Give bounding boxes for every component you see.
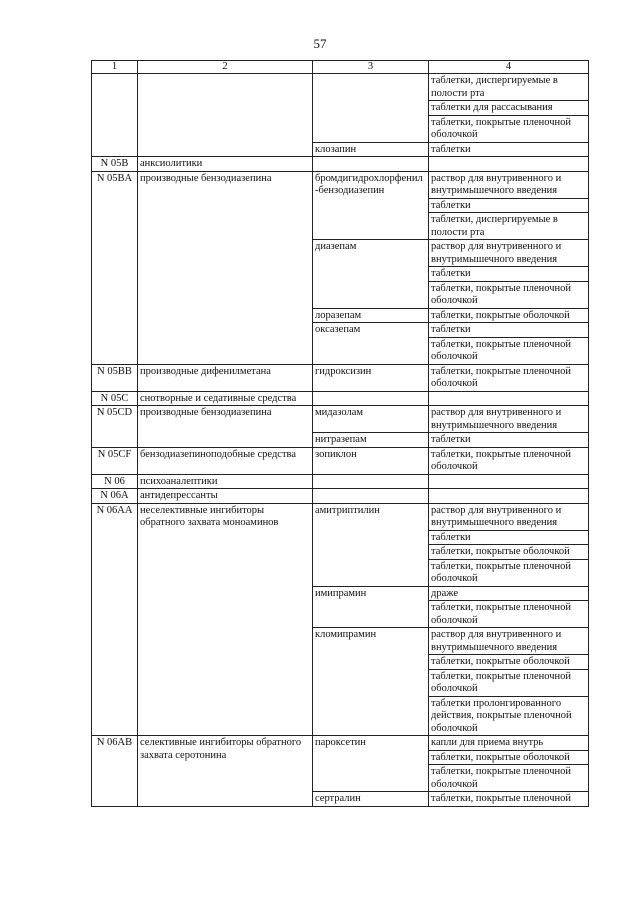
- page-number: 57: [313, 36, 327, 51]
- table-row: [92, 364, 589, 391]
- table-header-row: [92, 61, 589, 74]
- table-row: [92, 391, 589, 406]
- drug-name-cell: мидазолам: [313, 406, 429, 433]
- dosage-form-cell: таблетки, покрытые оболочкой: [429, 308, 589, 323]
- group-name-cell: анксиолитики: [138, 157, 313, 172]
- dosage-form-cell: таблетки, покрытые пленочной: [429, 792, 589, 807]
- dosage-form-cell: таблетки, покрытые пленочной оболочкой: [429, 364, 589, 391]
- dosage-form-cell: таблетки, покрытые пленочной оболочкой: [429, 601, 589, 628]
- table-body: [92, 74, 589, 807]
- drug-name-cell: имипрамин: [313, 586, 429, 628]
- column-header-3: 3: [313, 61, 429, 74]
- group-name-cell: снотворные и седативные средства: [138, 391, 313, 406]
- dosage-form-cell: [429, 391, 589, 406]
- dosage-form-cell: раствор для внутривенного и внутримышечного введения: [429, 406, 589, 433]
- group-name-cell: производные бензодиазепина: [138, 171, 313, 364]
- drug-name-cell: нитразепам: [313, 433, 429, 448]
- group-name-cell: неселективные ингибиторы обратного захвата моноаминов: [138, 503, 313, 736]
- atc-code-cell: N 05CF: [92, 447, 138, 474]
- drug-name-cell: [313, 157, 429, 172]
- dosage-form-cell: таблетки, покрытые пленочной оболочкой: [429, 337, 589, 364]
- dosage-form-cell: таблетки, покрытые пленочной оболочкой: [429, 765, 589, 792]
- dosage-form-cell: раствор для внутривенного и внутримышечного введения: [429, 171, 589, 198]
- group-name-cell: производные дифенилметана: [138, 364, 313, 391]
- drug-name-cell: [313, 74, 429, 143]
- dosage-form-cell: раствор для внутривенного и внутримышечного введения: [429, 240, 589, 267]
- atc-code-cell: [92, 74, 138, 157]
- atc-code-cell: N 06: [92, 474, 138, 489]
- table-row: [92, 447, 589, 474]
- drug-name-cell: [313, 489, 429, 504]
- table-row: [92, 474, 589, 489]
- dosage-form-cell: таблетки: [429, 198, 589, 213]
- dosage-form-cell: таблетки, покрытые пленочной оболочкой: [429, 669, 589, 696]
- dosage-form-cell: таблетки, покрытые пленочной оболочкой: [429, 281, 589, 308]
- drug-table: [91, 60, 589, 807]
- table-row: [92, 489, 589, 504]
- atc-code-cell: N 05BB: [92, 364, 138, 391]
- drug-name-cell: бромдигидрохлорфенил-бензодиазепин: [313, 171, 429, 240]
- drug-name-cell: оксазепам: [313, 323, 429, 365]
- dosage-form-cell: [429, 474, 589, 489]
- dosage-form-cell: таблетки, покрытые пленочной оболочкой: [429, 559, 589, 586]
- dosage-form-cell: таблетки, диспергируемые в полости рта: [429, 213, 589, 240]
- dosage-form-cell: таблетки: [429, 142, 589, 157]
- table-row: [92, 503, 589, 530]
- atc-code-cell: N 05B: [92, 157, 138, 172]
- dosage-form-cell: таблетки, покрытые оболочкой: [429, 655, 589, 670]
- dosage-form-cell: таблетки, диспергируемые в полости рта: [429, 74, 589, 101]
- drug-name-cell: гидроксизин: [313, 364, 429, 391]
- dosage-form-cell: таблетки: [429, 530, 589, 545]
- drug-name-cell: клозапин: [313, 142, 429, 157]
- table-row: [92, 157, 589, 172]
- atc-code-cell: N 06AB: [92, 736, 138, 807]
- dosage-form-cell: [429, 489, 589, 504]
- dosage-form-cell: таблетки, покрытые пленочной оболочкой: [429, 115, 589, 142]
- group-name-cell: антидепрессанты: [138, 489, 313, 504]
- atc-code-cell: N 05C: [92, 391, 138, 406]
- atc-code-cell: N 06A: [92, 489, 138, 504]
- dosage-form-cell: таблетки, покрытые оболочкой: [429, 545, 589, 560]
- drug-name-cell: [313, 474, 429, 489]
- column-header-4: 4: [429, 61, 589, 74]
- group-name-cell: психоаналептики: [138, 474, 313, 489]
- dosage-form-cell: таблетки, покрытые оболочкой: [429, 750, 589, 765]
- dosage-form-cell: [429, 157, 589, 172]
- dosage-form-cell: раствор для внутривенного и внутримышечного введения: [429, 503, 589, 530]
- dosage-form-cell: таблетки: [429, 323, 589, 338]
- dosage-form-cell: таблетки: [429, 267, 589, 282]
- group-name-cell: бензодиазепиноподобные средства: [138, 447, 313, 474]
- dosage-form-cell: капли для приема внутрь: [429, 736, 589, 751]
- atc-code-cell: N 05BA: [92, 171, 138, 364]
- group-name-cell: селективные ингибиторы обратного захвата серотонина: [138, 736, 313, 807]
- drug-name-cell: сертралин: [313, 792, 429, 807]
- dosage-form-cell: драже: [429, 586, 589, 601]
- dosage-form-cell: таблетки пролонгированного действия, покрытые пленочной оболочкой: [429, 696, 589, 736]
- table-row: [92, 736, 589, 751]
- drug-name-cell: диазепам: [313, 240, 429, 309]
- drug-name-cell: лоразепам: [313, 308, 429, 323]
- dosage-form-cell: таблетки: [429, 433, 589, 448]
- column-header-1: 1: [92, 61, 138, 74]
- drug-name-cell: амитриптилин: [313, 503, 429, 586]
- group-name-cell: [138, 74, 313, 157]
- drug-name-cell: зопиклон: [313, 447, 429, 474]
- group-name-cell: производные бензодиазепина: [138, 406, 313, 448]
- atc-code-cell: N 06AA: [92, 503, 138, 736]
- drug-name-cell: [313, 391, 429, 406]
- drug-name-cell: пароксетин: [313, 736, 429, 792]
- column-header-2: 2: [138, 61, 313, 74]
- table-row: [92, 74, 589, 101]
- dosage-form-cell: раствор для внутривенного и внутримышечного введения: [429, 628, 589, 655]
- table-row: [92, 171, 589, 198]
- table-row: [92, 406, 589, 433]
- drug-name-cell: кломипрамин: [313, 628, 429, 736]
- atc-code-cell: N 05CD: [92, 406, 138, 448]
- dosage-form-cell: таблетки для рассасывания: [429, 101, 589, 116]
- dosage-form-cell: таблетки, покрытые пленочной оболочкой: [429, 447, 589, 474]
